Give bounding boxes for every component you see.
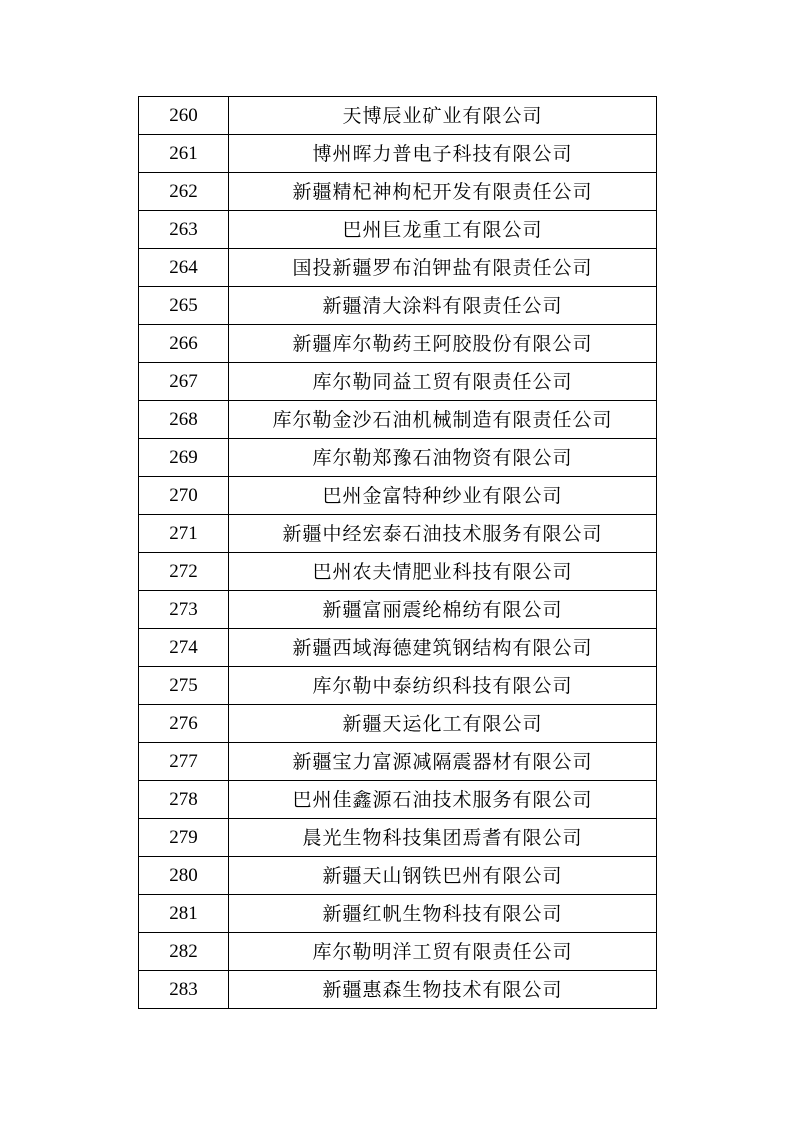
table-row bbox=[139, 857, 657, 895]
company-name-cell: 库尔勒中泰纺织科技有限公司 bbox=[229, 667, 657, 705]
company-name-cell: 巴州巨龙重工有限公司 bbox=[229, 211, 657, 249]
table-row bbox=[139, 325, 657, 363]
table-row bbox=[139, 667, 657, 705]
company-name-cell: 巴州农夫情肥业科技有限公司 bbox=[229, 553, 657, 591]
company-name-cell: 新疆富丽震纶棉纺有限公司 bbox=[229, 591, 657, 629]
table-row bbox=[139, 971, 657, 1009]
row-number-cell: 279 bbox=[139, 819, 229, 857]
row-number-cell: 278 bbox=[139, 781, 229, 819]
row-number-cell: 270 bbox=[139, 477, 229, 515]
row-number-cell: 267 bbox=[139, 363, 229, 401]
row-number-cell: 262 bbox=[139, 173, 229, 211]
table-row bbox=[139, 439, 657, 477]
row-number-cell: 282 bbox=[139, 933, 229, 971]
table-row bbox=[139, 401, 657, 439]
document-page bbox=[138, 96, 655, 1009]
row-number-cell: 274 bbox=[139, 629, 229, 667]
table-row bbox=[139, 97, 657, 135]
table-row bbox=[139, 629, 657, 667]
table-row bbox=[139, 249, 657, 287]
table-row bbox=[139, 781, 657, 819]
table-row bbox=[139, 553, 657, 591]
company-name-cell: 新疆惠森生物技术有限公司 bbox=[229, 971, 657, 1009]
row-number-cell: 273 bbox=[139, 591, 229, 629]
table-row bbox=[139, 363, 657, 401]
row-number-cell: 280 bbox=[139, 857, 229, 895]
company-name-cell: 天博辰业矿业有限公司 bbox=[229, 97, 657, 135]
row-number-cell: 271 bbox=[139, 515, 229, 553]
row-number-cell: 276 bbox=[139, 705, 229, 743]
company-name-cell: 新疆库尔勒药王阿胶股份有限公司 bbox=[229, 325, 657, 363]
company-name-cell: 新疆红帆生物科技有限公司 bbox=[229, 895, 657, 933]
company-name-cell: 库尔勒同益工贸有限责任公司 bbox=[229, 363, 657, 401]
company-name-cell: 新疆天运化工有限公司 bbox=[229, 705, 657, 743]
row-number-cell: 268 bbox=[139, 401, 229, 439]
company-name-cell: 晨光生物科技集团焉耆有限公司 bbox=[229, 819, 657, 857]
row-number-cell: 263 bbox=[139, 211, 229, 249]
table-body bbox=[139, 97, 657, 1009]
row-number-cell: 283 bbox=[139, 971, 229, 1009]
table-row bbox=[139, 477, 657, 515]
row-number-cell: 261 bbox=[139, 135, 229, 173]
table-row bbox=[139, 743, 657, 781]
table-row bbox=[139, 287, 657, 325]
company-name-cell: 新疆天山钢铁巴州有限公司 bbox=[229, 857, 657, 895]
company-name-cell: 巴州金富特种纱业有限公司 bbox=[229, 477, 657, 515]
table-row bbox=[139, 591, 657, 629]
company-name-cell: 库尔勒明洋工贸有限责任公司 bbox=[229, 933, 657, 971]
company-name-cell: 库尔勒金沙石油机械制造有限责任公司 bbox=[229, 401, 657, 439]
row-number-cell: 260 bbox=[139, 97, 229, 135]
row-number-cell: 265 bbox=[139, 287, 229, 325]
table-row bbox=[139, 895, 657, 933]
table-row bbox=[139, 135, 657, 173]
table-row bbox=[139, 211, 657, 249]
table-row bbox=[139, 705, 657, 743]
company-name-cell: 巴州佳鑫源石油技术服务有限公司 bbox=[229, 781, 657, 819]
company-name-cell: 博州晖力普电子科技有限公司 bbox=[229, 135, 657, 173]
company-list-table bbox=[138, 96, 657, 1009]
table-row bbox=[139, 933, 657, 971]
row-number-cell: 264 bbox=[139, 249, 229, 287]
table-row bbox=[139, 819, 657, 857]
table-row bbox=[139, 515, 657, 553]
company-name-cell: 新疆精杞神枸杞开发有限责任公司 bbox=[229, 173, 657, 211]
row-number-cell: 277 bbox=[139, 743, 229, 781]
company-name-cell: 新疆宝力富源减隔震器材有限公司 bbox=[229, 743, 657, 781]
company-name-cell: 新疆西域海德建筑钢结构有限公司 bbox=[229, 629, 657, 667]
company-name-cell: 新疆中经宏泰石油技术服务有限公司 bbox=[229, 515, 657, 553]
company-name-cell: 库尔勒郑豫石油物资有限公司 bbox=[229, 439, 657, 477]
table-row bbox=[139, 173, 657, 211]
row-number-cell: 281 bbox=[139, 895, 229, 933]
row-number-cell: 272 bbox=[139, 553, 229, 591]
company-name-cell: 新疆清大涂料有限责任公司 bbox=[229, 287, 657, 325]
row-number-cell: 266 bbox=[139, 325, 229, 363]
row-number-cell: 275 bbox=[139, 667, 229, 705]
row-number-cell: 269 bbox=[139, 439, 229, 477]
company-name-cell: 国投新疆罗布泊钾盐有限责任公司 bbox=[229, 249, 657, 287]
